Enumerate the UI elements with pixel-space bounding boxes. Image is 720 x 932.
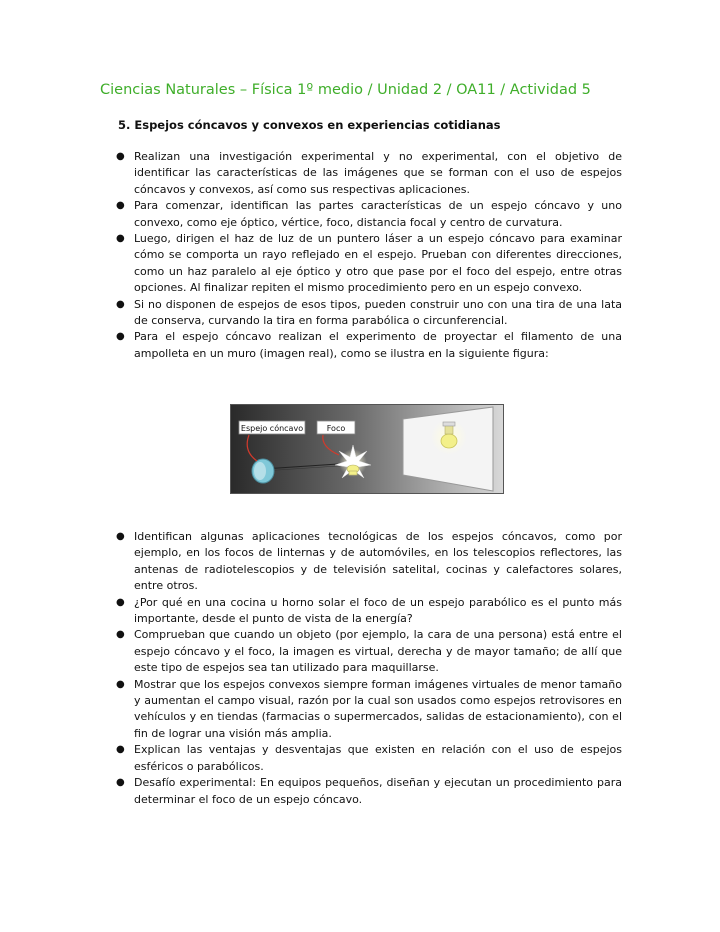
list-item: ● Explican las ventajas y desventajas que existen en relación con el uso de espejos esféricos o parabólicos. bbox=[116, 743, 622, 773]
list-item: ● Si no disponen de espejos de esos tipos, pueden construir uno con una tira de una lata de conserva, curvando la tira en forma parabólica o circunferencial. bbox=[116, 297, 622, 328]
page-header: Ciencias Naturales – Física 1º medio / Unidad 2 / OA11 / Actividad 5 bbox=[100, 82, 591, 98]
list-item: ● Luego, dirigen el haz de luz de un puntero láser a un espejo cóncavo para examinar cómo se comporta un rayo reflejado en el espejo. Prueban con diferentes direcciones, como un haz paralelo al eje óptico y otro que pase por el foco del espejo, entre otras opciones. Al finalizar repiten el mismo procedimiento pero en un espejo convexo. bbox=[116, 232, 622, 295]
bullet-icon: ● bbox=[116, 331, 125, 343]
svg-text:Foco: Foco bbox=[326, 424, 346, 433]
list-item: ● Comprueban que cuando un objeto (por ejemplo, la cara de una persona) está entre el espejo cóncavo y el foco, la imagen es virtual, derecha y de mayor tamaño; de allí que este tipo de espejos sea tan utilizado para maquillarse. bbox=[116, 628, 622, 675]
list-item: ● Realizan una investigación experimental y no experimental, con el objetivo de identificar las características de las imágenes que se forman con el uso de espejos cóncavos y convexos, así como sus respectivas aplicaciones. bbox=[116, 150, 622, 196]
bullet-icon: ● bbox=[116, 678, 125, 690]
bullet-icon: ● bbox=[116, 744, 125, 756]
bullet-icon: ● bbox=[116, 531, 125, 542]
concave-mirror-figure bbox=[230, 404, 504, 494]
projected-image bbox=[431, 419, 467, 455]
list-item: ● Para el espejo cóncavo realizan el experimento de proyectar el filamento de una ampolleta en un muro (imagen real), como se ilustra en la siguiente figura: bbox=[116, 330, 622, 360]
bullet-icon: ● bbox=[116, 777, 125, 789]
list-item: ● Mostrar que los espejos convexos siempre forman imágenes virtuales de menor tamaño y aumentan el campo visual, razón por la cual son usados como espejos retrovisores en vehículos y en tiendas (farmacias o supermercados, salidas de estacionamiento), con el fin de lograr una visión más amplia. bbox=[116, 677, 622, 740]
list-item: ● Desafío experimental: En equipos pequeños, diseñan y ejecutan un procedimiento para determinar el foco de un espejo cóncavo. bbox=[116, 776, 622, 806]
label-mirror bbox=[239, 421, 305, 434]
list-item: ● Identifican algunas aplicaciones tecnológicas de los espejos cóncavos, como por ejemplo, en los focos de linternas y de automóviles, en los telescopios reflectores, las antenas de radiotelescopios y de televisión satelital, cocinas y calefactores solares, entre otros. bbox=[116, 530, 622, 593]
bullet-icon: ● bbox=[116, 596, 125, 608]
list-item: ● ¿Por qué en una cocina u horno solar el foco de un espejo parabólico es el punto más importante, desde el punto de vista de la energía? bbox=[116, 595, 622, 626]
bullet-icon: ● bbox=[116, 233, 125, 245]
bullet-list-bottom bbox=[112, 529, 622, 808]
bullet-icon: ● bbox=[116, 151, 125, 162]
bullet-icon: ● bbox=[116, 200, 125, 212]
bullet-list-top bbox=[112, 149, 622, 362]
list-item: ● Para comenzar, identifican las partes características de un espejo cóncavo y uno convexo, como eje óptico, vértice, foco, distancia focal y centro de curvatura. bbox=[116, 199, 622, 229]
bullet-icon: ● bbox=[116, 629, 125, 641]
svg-text:Espejo cóncavo: Espejo cóncavo bbox=[240, 424, 304, 433]
concave-mirror-icon bbox=[252, 459, 274, 483]
section-title: 5. Espejos cóncavos y convexos en experiencias cotidianas bbox=[118, 118, 501, 132]
bullet-icon: ● bbox=[116, 298, 125, 310]
label-focus bbox=[317, 421, 355, 434]
